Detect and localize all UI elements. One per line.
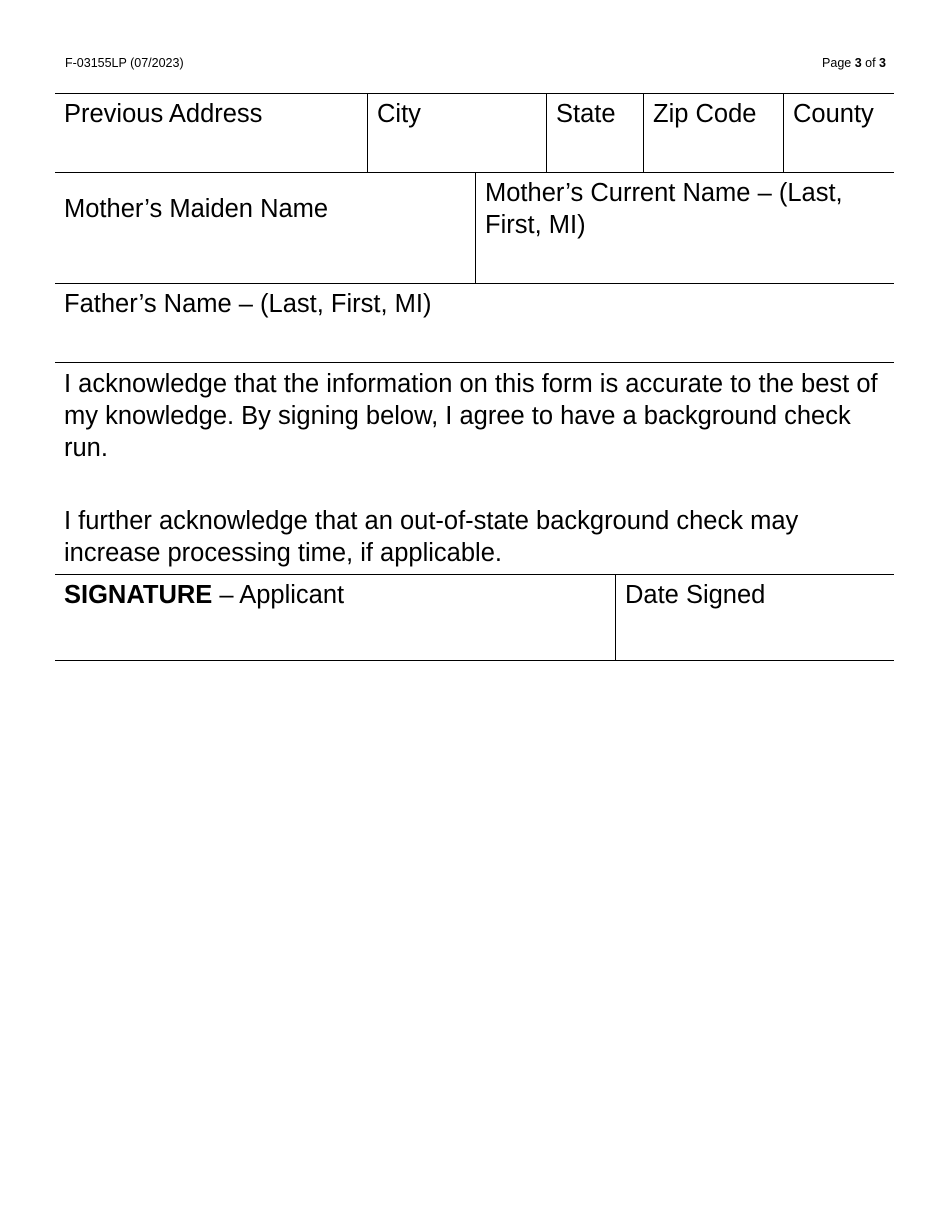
acknowledgement-row xyxy=(55,362,894,574)
previous-address-field[interactable]: Previous Address xyxy=(64,100,263,128)
fathers-name-field[interactable]: Father’s Name – (Last, First, MI) xyxy=(64,290,432,318)
mothers-maiden-name-field[interactable]: Mother’s Maiden Name xyxy=(64,195,329,223)
date-signed-field[interactable]: Date Signed xyxy=(615,575,894,660)
acknowledgement-paragraph-2: I further acknowledge that an out-of-state background check may increase processing time, if applicable. xyxy=(64,507,799,567)
city-field[interactable]: City xyxy=(367,94,546,172)
acknowledgement-text xyxy=(55,363,894,574)
signature-label-bold: SIGNATURE xyxy=(64,581,213,609)
page-current: 3 xyxy=(854,56,862,70)
zip-code-field[interactable]: Zip Code xyxy=(643,94,783,172)
page-prefix: Page xyxy=(822,56,855,70)
father-row xyxy=(55,283,894,362)
signature-row xyxy=(55,574,894,661)
page-number xyxy=(822,56,886,70)
background-check-form xyxy=(55,93,894,661)
signature-label-rest: – Applicant xyxy=(212,581,345,609)
address-row xyxy=(55,93,894,172)
state-field[interactable]: State xyxy=(546,94,643,172)
county-field[interactable]: County xyxy=(783,94,894,172)
page-total: 3 xyxy=(879,56,886,70)
mother-row xyxy=(55,172,894,283)
mothers-current-name-field[interactable]: Mother’s Current Name – (Last, First, MI) xyxy=(475,173,894,283)
acknowledgement-paragraph-1: I acknowledge that the information on this form is accurate to the best of my knowledge. By signing below, I agree to have a background check run. xyxy=(64,370,878,462)
applicant-signature-field[interactable] xyxy=(55,575,615,660)
page-separator: of xyxy=(861,56,880,70)
form-code: F-03155LP (07/2023) xyxy=(65,56,184,70)
